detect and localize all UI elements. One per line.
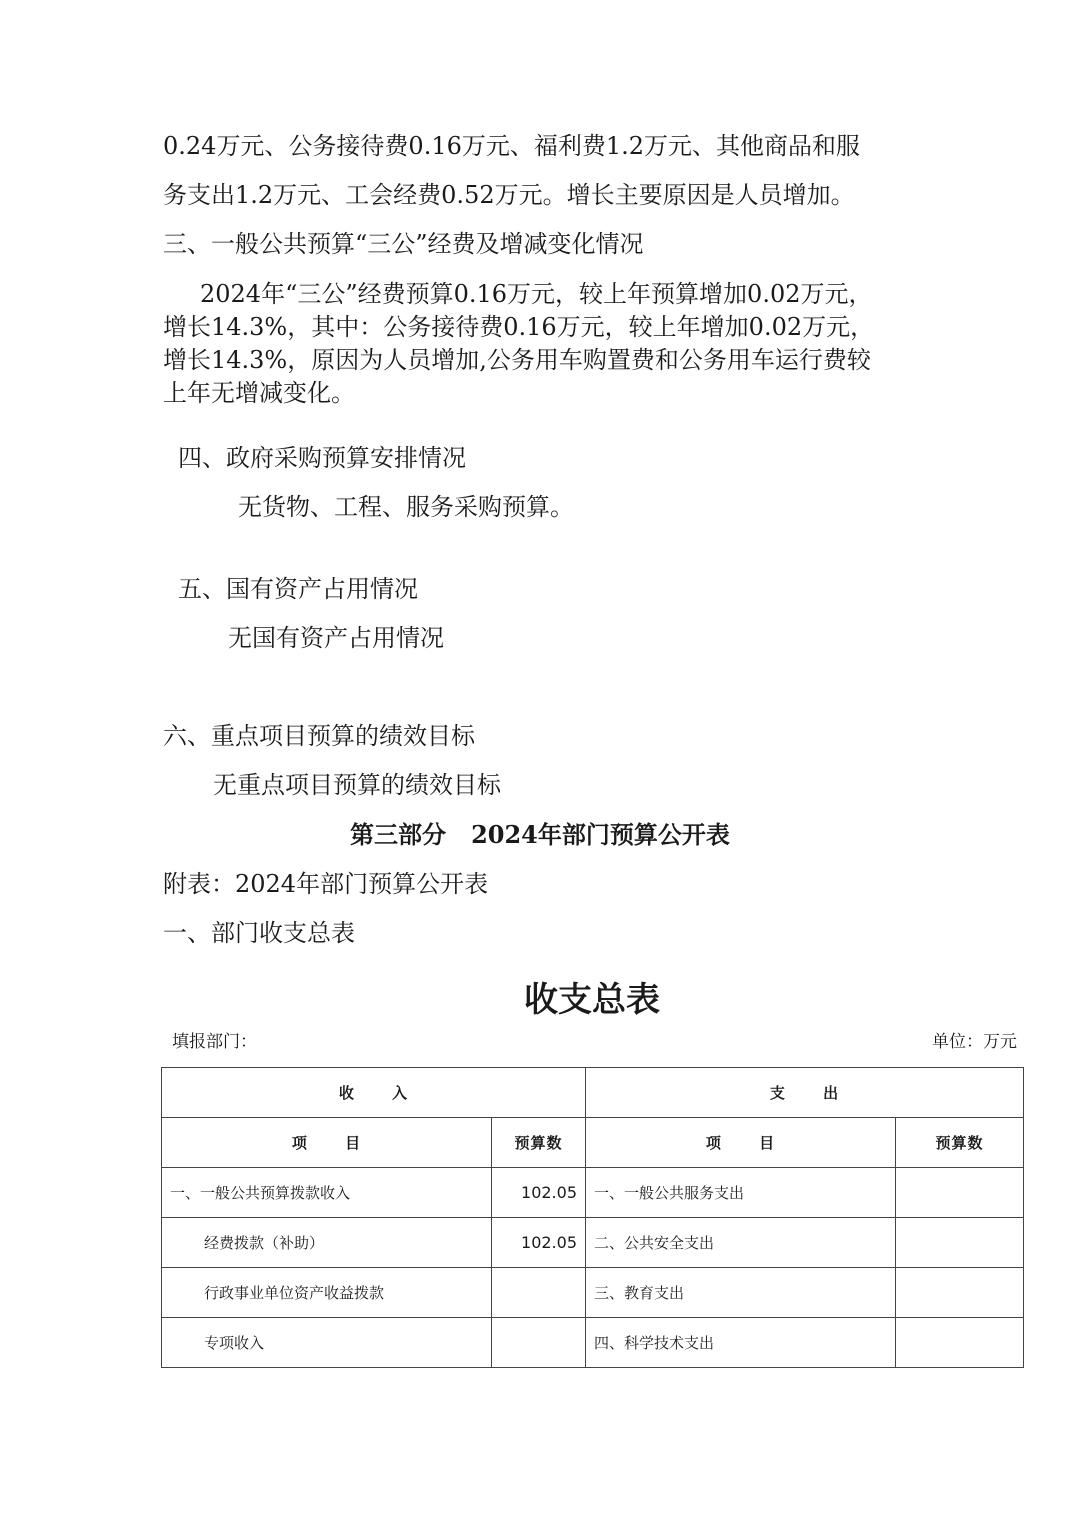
expense-header: 支 出	[586, 1068, 1024, 1118]
income-budget-header: 预算数	[492, 1118, 586, 1168]
table-row	[162, 1318, 1024, 1368]
body-line-2: 务支出1.2万元、工会经费0.52万元。增长主要原因是人员增加。	[163, 181, 855, 209]
unit-label: 单位：万元	[932, 1032, 1017, 1052]
income-value: 102.05	[492, 1168, 586, 1218]
table-1-heading: 一、部门收支总表	[163, 919, 355, 947]
expense-value	[896, 1318, 1024, 1368]
expense-value	[896, 1168, 1024, 1218]
table-row	[162, 1168, 1024, 1218]
expense-value	[896, 1268, 1024, 1318]
section-6-text: 无重点项目预算的绩效目标	[213, 771, 501, 799]
expense-item: 四、科学技术支出	[586, 1318, 896, 1368]
section-5-text: 无国有资产占用情况	[228, 624, 444, 652]
income-item: 一、一般公共预算拨款收入	[162, 1168, 492, 1218]
section-3-para-line-3: 增长14.3%，原因为人员增加,公务用车购置费和公务用车运行费较	[163, 346, 871, 374]
section-3-para-line-2: 增长14.3%，其中：公务接待费0.16万元，较上年增加0.02万元，	[163, 313, 875, 341]
budget-summary-table	[161, 1067, 1024, 1368]
table-row	[162, 1268, 1024, 1318]
income-item: 行政事业单位资产收益拨款	[162, 1268, 492, 1318]
dept-label: 填报部门：	[172, 1032, 257, 1052]
table-row	[162, 1218, 1024, 1268]
section-3-heading: 三、一般公共预算“三公”经费及增减变化情况	[163, 230, 644, 258]
income-item: 经费拨款（补助）	[162, 1218, 492, 1268]
expense-item: 三、教育支出	[586, 1268, 896, 1318]
section-6-heading: 六、重点项目预算的绩效目标	[163, 722, 475, 750]
table-title: 收支总表	[524, 980, 660, 1020]
income-item: 专项收入	[162, 1318, 492, 1368]
body-line-1: 0.24万元、公务接待费0.16万元、福利费1.2万元、其他商品和服	[163, 132, 861, 160]
section-4-heading: 四、政府采购预算安排情况	[178, 444, 466, 472]
expense-value	[896, 1218, 1024, 1268]
part-3-title: 第三部分 2024年部门预算公开表	[350, 820, 730, 849]
income-item-header: 项 目	[162, 1118, 492, 1168]
income-value	[492, 1318, 586, 1368]
income-value: 102.05	[492, 1218, 586, 1268]
section-5-heading: 五、国有资产占用情况	[178, 575, 418, 603]
section-3-para-line-4: 上年无增减变化。	[163, 379, 355, 407]
income-value	[492, 1268, 586, 1318]
table-group-header-row	[162, 1068, 1024, 1118]
expense-item: 二、公共安全支出	[586, 1218, 896, 1268]
expense-item-header: 项 目	[586, 1118, 896, 1168]
income-header: 收 入	[162, 1068, 586, 1118]
table-column-header-row	[162, 1118, 1024, 1168]
section-4-text: 无货物、工程、服务采购预算。	[238, 493, 574, 521]
expense-item: 一、一般公共服务支出	[586, 1168, 896, 1218]
expense-budget-header: 预算数	[896, 1118, 1024, 1168]
appendix-line: 附表：2024年部门预算公开表	[163, 870, 489, 898]
section-3-para-line-1: 2024年“三公”经费预算0.16万元，较上年预算增加0.02万元，	[200, 280, 873, 308]
